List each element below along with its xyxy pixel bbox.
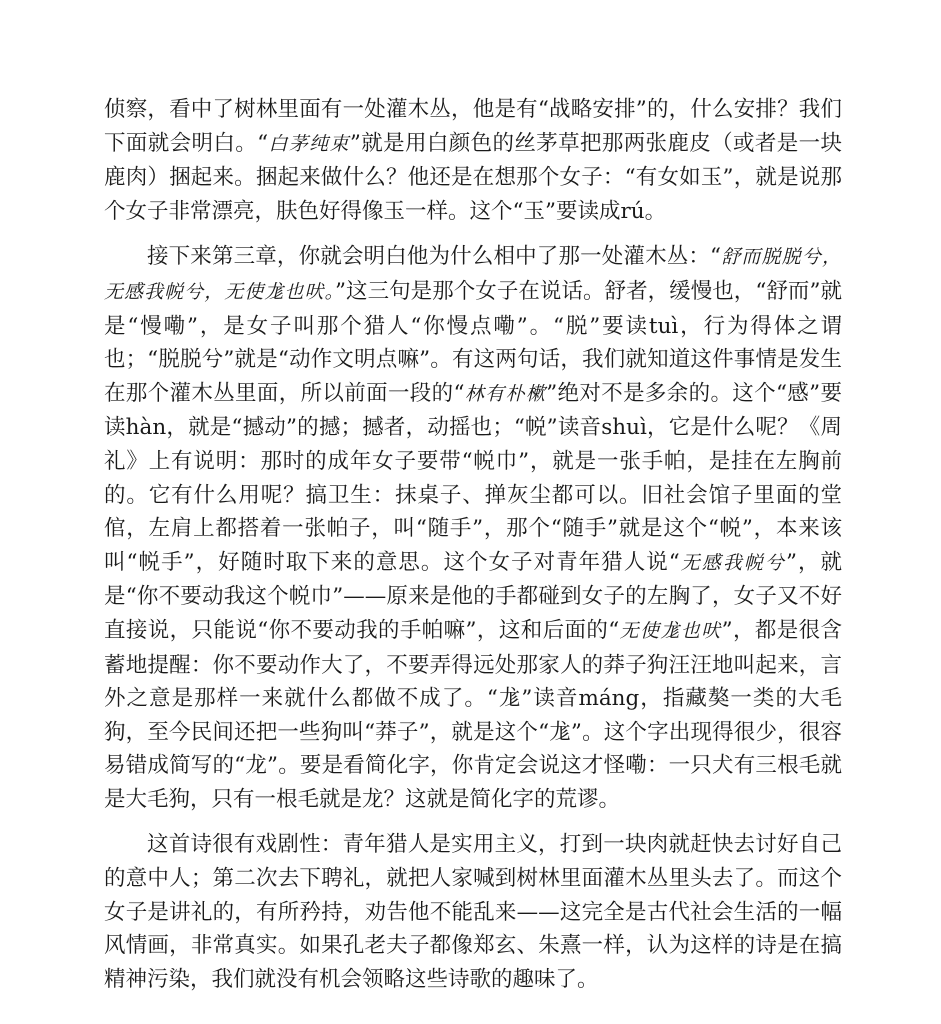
paragraph-1 [104, 93, 842, 228]
text-segment: 这首诗很有戏剧性：青年猎人是实用主义，打到一块肉就赶快去讨好自己的意中人；第二次去下聘礼，就把人家喊到树林里面灌木丛里头去了。而这个女子是讲礼的，有所矜持，劝告他不能乱来——这完全是古代社会生活的一幅风情画，非常真实。如果孔老夫子都像郑玄、朱熹一样，认为这样的诗是在搞精神污染，我们就没有机会领略这些诗歌的趣味了。 [104, 832, 842, 992]
text-segment: 侦察，看中了树林里面有一处灌木丛，他是有“战略安排”的，什么安排？我们下面就会明白。“ [104, 97, 842, 156]
text-segment: ”就是用白颜色的丝茅草把那两张鹿皮（或者是一块鹿肉）捆起来。捆起来做什么？他还是在想那个女子：“有女如玉”，就是说那个女子非常漂亮，肤色好得像玉一样。这个“玉”要读成rú。 [104, 130, 842, 224]
poem-quote: 白茅纯束 [268, 132, 350, 155]
text-segment: ”，都是很含蓄地提醒：你不要动作大了，不要弄得远处那家人的莽子狗汪汪地叫起来，言外之意是那样一来就什么都做不成了。“尨”读音máng，指藏獒一类的大毛狗，至今民间还把一些狗叫“莽子”，就是这个“尨”。这个字出现得很少，很容易错成简写的“龙”。要是看简化字，你肯定会说这才怪嘞：一只犬有三根毛就是大毛狗，只有一根毛就是龙？这就是简化字的荒谬。 [104, 617, 842, 812]
paragraph-3 [104, 828, 842, 996]
body-text [104, 93, 842, 996]
text-segment: 接下来第三章，你就会明白他为什么相中了那一处灌木丛：“ [147, 244, 722, 270]
poem-quote: 舒而脱脱兮，无感我帨兮，无使尨也吠。 [104, 246, 842, 303]
poem-quote: 无感我帨兮 [679, 551, 786, 574]
poem-quote: 林有朴樕 [464, 382, 547, 405]
text-segment: ”，就是“你不要动我这个帨巾”——原来是他的手都碰到女子的左胸了，女子又不好直接说，只能说“你不要动我的手帕嘛”，这和后面的“ [104, 549, 842, 643]
poem-quote: 无使尨也吠 [619, 619, 722, 642]
paragraph-2 [104, 240, 842, 816]
text-segment: ”绝对不是多余的。这个“感”要读hàn，就是“撼动”的撼；撼者，动摇也；“帨”读音shuì，它是什么呢？《周礼》上有说明：那时的成年女子要带“帨巾”，就是一张手帕，是挂在左胸前的。它有什么用呢？搞卫生：抹桌子、掸灰尘都可以。旧社会馆子里面的堂倌，左肩上都搭着一张帕子，叫“随手”，那个“随手”就是这个“帨”，本来该叫“帨手”，好随时取下来的意思。这个女子对青年猎人说“ [104, 380, 842, 575]
text-segment: ”这三句是那个女子在说话。舒者，缓慢也，“舒而”就是“慢嘞”，是女子叫那个猎人“你慢点嘞”。“脱”要读tuì，行为得体之谓也；“脱脱兮”就是“动作文明点嘛”。有这两句话，我们就知道这件事情是发生在那个灌木丛里面，所以前面一段的“ [104, 278, 842, 406]
